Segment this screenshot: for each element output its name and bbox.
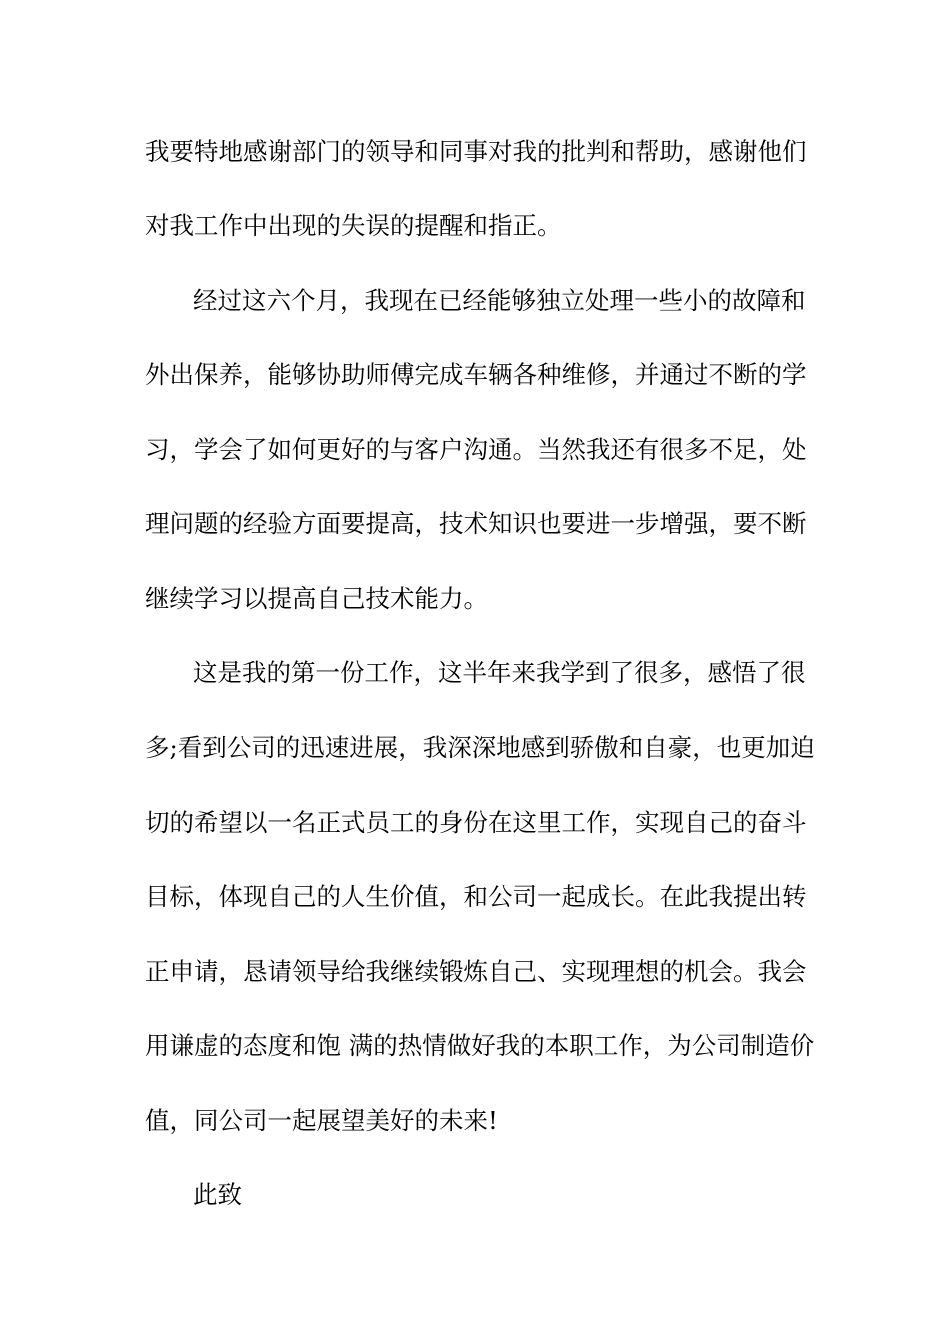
text-line: 外出保养，能够协助师傅完成车辆各种维修，并通过不断的学 <box>145 360 807 389</box>
text-line: 对我工作中出现的失误的提醒和指正。 <box>145 211 562 240</box>
text-line: 正申请，恳请领导给我继续锻炼自己、实现理想的机会。我会 <box>145 957 807 986</box>
text-line: 目标，体现自己的人生价值，和公司一起成长。在此我提出转 <box>145 882 807 911</box>
text-line: 切的希望以一名正式员工的身份在这里工作，实现自己的奋斗 <box>145 808 807 837</box>
text-line: 继续学习以提高自己技术能力。 <box>145 584 488 613</box>
paragraph-first-line: 这是我的第一份工作，这半年来我学到了很多，感悟了很 <box>193 658 806 687</box>
text-line: 我要特地感谢部门的领导和同事对我的批判和帮助，感谢他们 <box>145 137 807 166</box>
text-line: 多;看到公司的迅速进展，我深深地感到骄傲和自豪，也更加迫 <box>145 733 815 762</box>
text-line: 值，同公司一起展望美好的未来! <box>145 1106 498 1135</box>
paragraph-first-line: 经过这六个月，我现在已经能够独立处理一些小的故障和 <box>193 286 806 315</box>
closing-salutation: 此致 <box>193 1180 242 1209</box>
text-line: 习，学会了如何更好的与客户沟通。当然我还有很多不足，处 <box>145 435 807 464</box>
text-line: 理问题的经验方面要提高，技术知识也要进一步增强，要不断 <box>145 509 807 538</box>
text-line: 用谦虚的态度和饱 满的热情做好我的本职工作，为公司制造价 <box>145 1031 815 1060</box>
